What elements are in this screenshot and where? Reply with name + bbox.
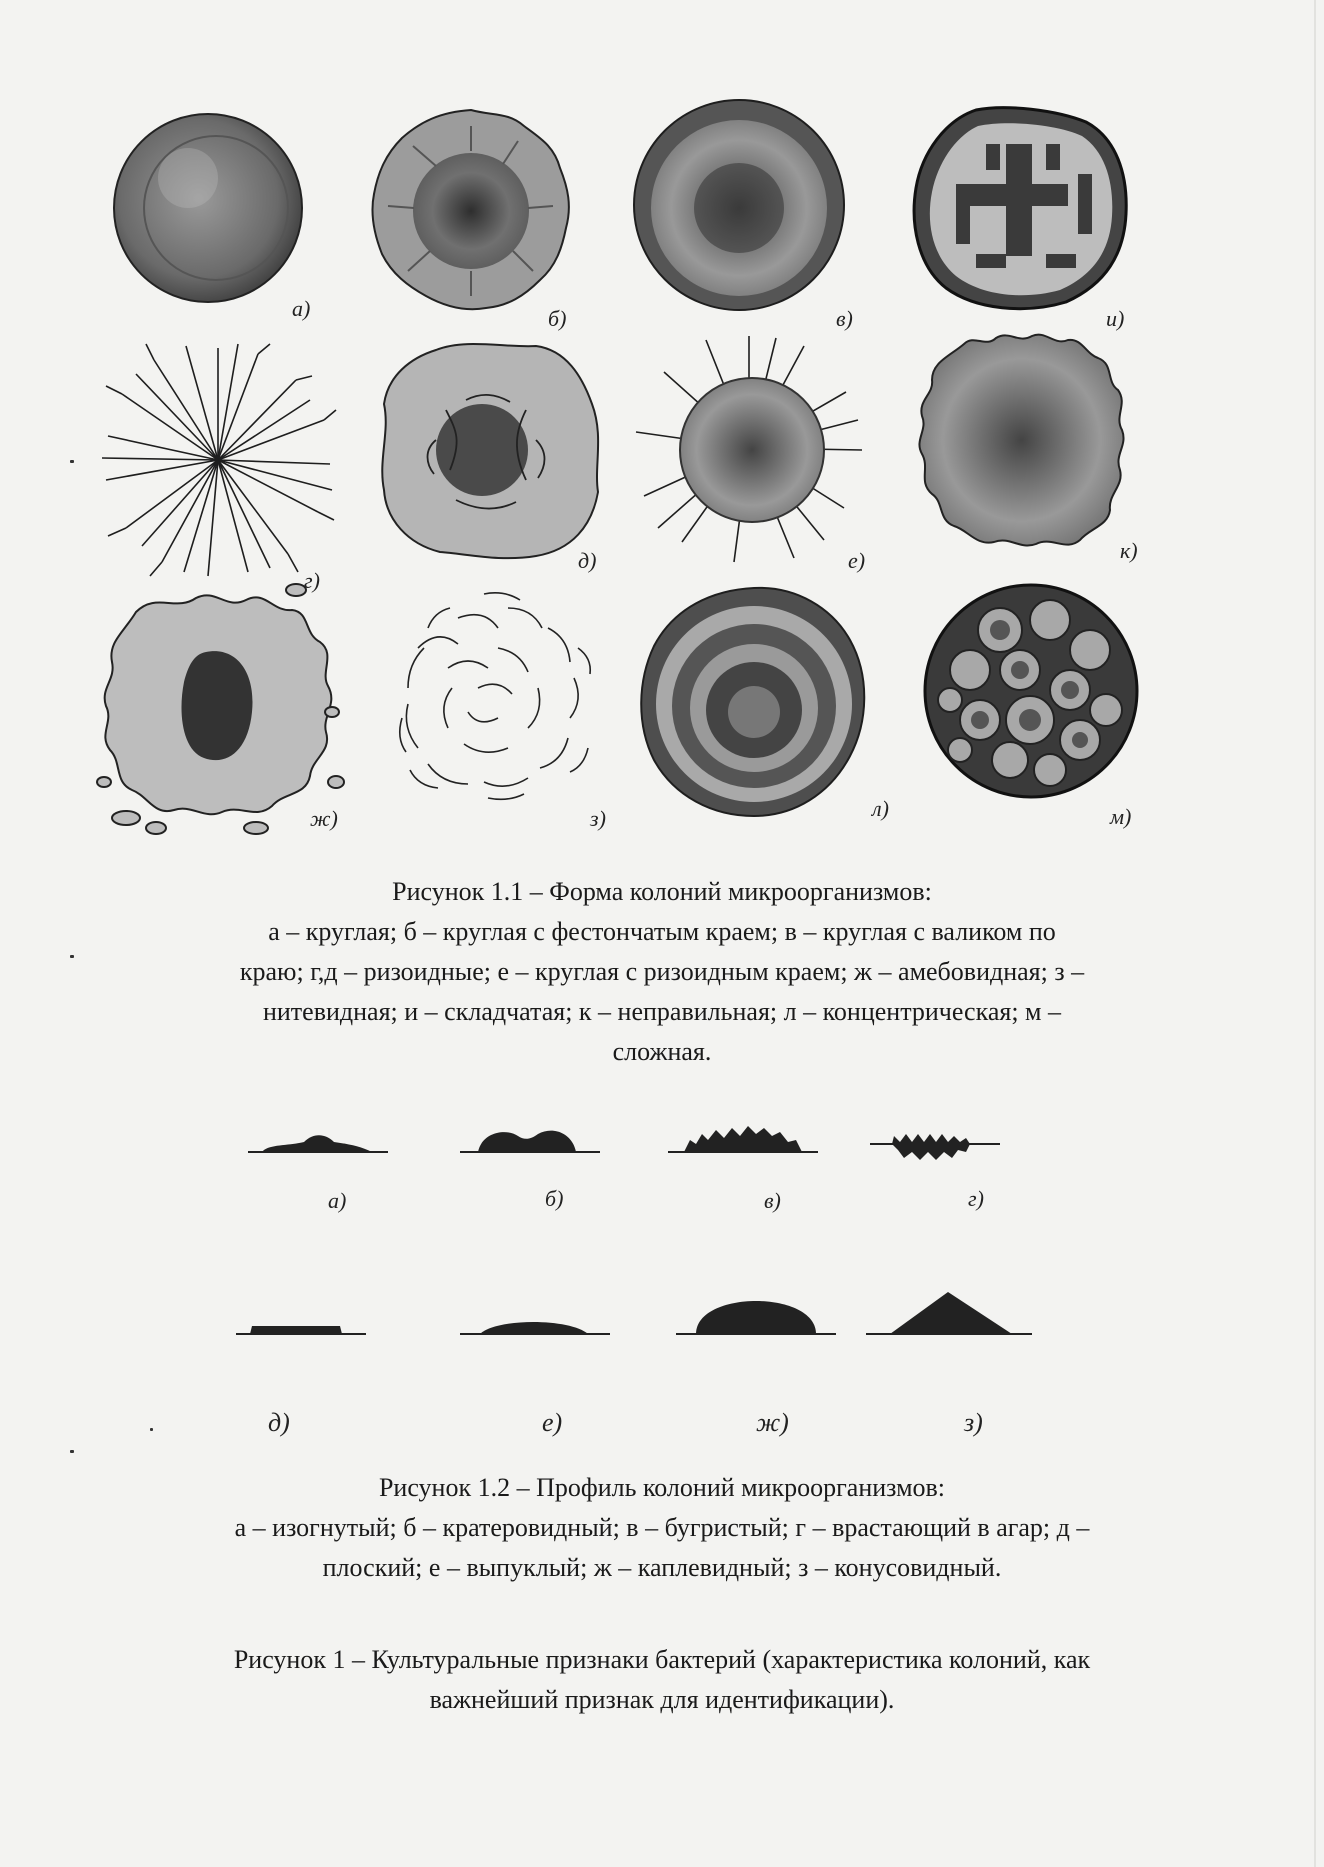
scan-speck (150, 1428, 153, 1431)
colony-amoeboid (96, 582, 346, 838)
colony-label: з) (590, 806, 606, 831)
colony-label: б) (548, 306, 567, 331)
colony-filamentous (388, 588, 610, 810)
colony-label: и) (1106, 306, 1125, 331)
colony-label: е) (848, 548, 866, 573)
caption-line: плоский; е – выпуклый; ж – каплевидный; з – конусовидный. (322, 1553, 1002, 1582)
colony-round-rhizoid-edge (634, 332, 864, 564)
colony-label: л) (872, 796, 889, 821)
caption-line: а – круглая; б – круглая с фестончатым краем; в – круглая с валиком по (268, 917, 1056, 946)
scan-speck (70, 955, 74, 958)
colony-round-with-rim (630, 96, 848, 314)
colony-round (108, 108, 308, 308)
profile-label: д) (268, 1408, 290, 1437)
scan-speck (70, 1450, 74, 1453)
caption-line: нитевидная; и – складчатая; к – неправильная; л – концентрическая; м – (262, 997, 1062, 1026)
caption-figure-1 (80, 1640, 1244, 1720)
caption-line: Рисунок 1 – Культуральные признаки бактерий (характеристика колоний, как (233, 1645, 1091, 1674)
colony-concentric (636, 584, 872, 820)
colony-irregular (914, 330, 1128, 552)
caption-title: Рисунок 1.2 – Профиль колоний микроорганизмов: (378, 1473, 946, 1502)
caption-title: Рисунок 1.1 – Форма колоний микроорганизмов: (392, 877, 932, 906)
profile-tuberous (668, 1118, 818, 1158)
colony-rhizoid-2 (376, 340, 604, 564)
colony-label: м) (1110, 804, 1132, 829)
profile-conical (866, 1282, 1032, 1340)
profile-crateriform (460, 1118, 600, 1158)
profile-flat (236, 1312, 366, 1340)
caption-figure-1-2 (80, 1468, 1244, 1588)
scan-speck (70, 460, 74, 463)
caption-line: а – изогнутый; б – кратеровидный; в – бугристый; г – врастающий в агар; д – (234, 1513, 1090, 1542)
profile-label: а) (328, 1188, 347, 1213)
colony-label: в) (836, 306, 853, 331)
caption-line: краю; г,д – ризоидные; е – круглая с ризоидным краем; ж – амебовидная; з – (239, 957, 1085, 986)
caption-line: важнейший признак для идентификации). (429, 1685, 895, 1714)
colony-label: д) (578, 548, 597, 573)
profile-convex (460, 1308, 610, 1340)
colony-folded (906, 104, 1132, 314)
colony-label: а) (292, 296, 311, 321)
caption-figure-1-1 (80, 872, 1244, 1072)
colony-round-scalloped-edge (368, 106, 574, 312)
profile-curved (248, 1124, 388, 1158)
colony-label: к) (1120, 538, 1138, 563)
profile-drop-like (676, 1282, 836, 1340)
colony-label: ж) (310, 806, 338, 831)
caption-line: сложная. (612, 1037, 712, 1066)
profile-label: ж) (756, 1408, 789, 1437)
profile-label: в) (764, 1188, 781, 1213)
colony-label: г) (304, 568, 320, 593)
profile-label: е) (542, 1408, 563, 1437)
profile-ingrowing (870, 1130, 1000, 1164)
colony-rhizoid (98, 340, 338, 580)
profile-label: з) (964, 1408, 983, 1437)
profile-label: б) (545, 1186, 564, 1211)
profile-label: г) (968, 1186, 984, 1211)
colony-complex (920, 580, 1142, 802)
scan-edge (1314, 0, 1316, 1867)
